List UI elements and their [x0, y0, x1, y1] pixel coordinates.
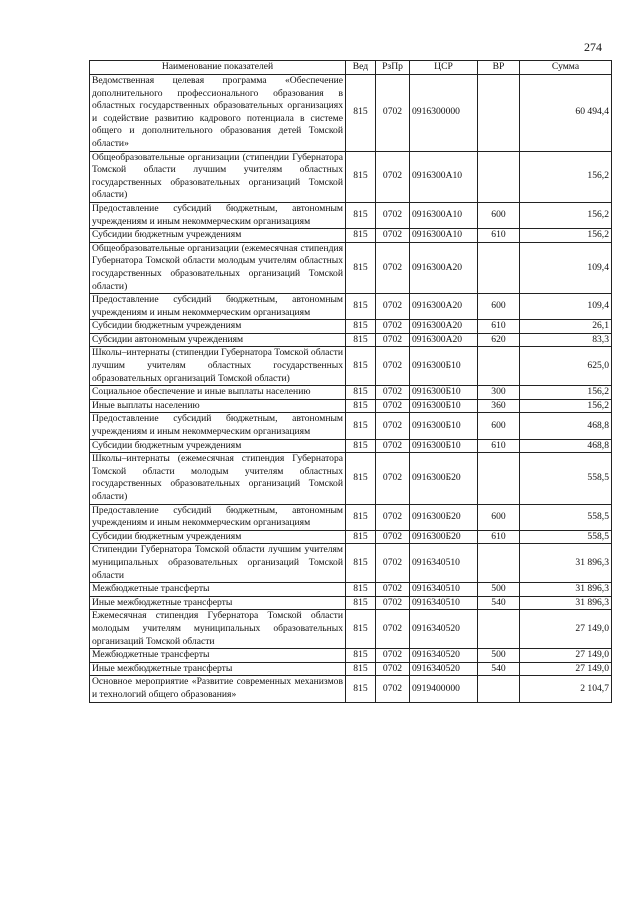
cell-rzpr: 0702	[376, 333, 410, 347]
cell-vr	[478, 75, 520, 152]
cell-rzpr: 0702	[376, 649, 410, 663]
cell-name: Субсидии бюджетным учреждениям	[90, 530, 346, 544]
cell-name: Стипендии Губернатора Томской области лучшим учителям муниципальных образовательных организаций Томской области	[90, 544, 346, 583]
cell-sum: 156,2	[520, 399, 612, 413]
cell-name: Ведомственная целевая программа «Обеспечение дополнительного профессионального образования в областных государственных образовательных организациях и содействие развитию кадрового потенциала в системе общего и дополнительного образования детей Томской области»	[90, 75, 346, 152]
cell-sum: 468,8	[520, 413, 612, 439]
table-row	[90, 596, 612, 610]
cell-name: Социальное обеспечение и иные выплаты населению	[90, 386, 346, 400]
cell-vr: 610	[478, 320, 520, 334]
cell-vr: 300	[478, 386, 520, 400]
table-row	[90, 347, 612, 386]
cell-ved: 815	[346, 544, 376, 583]
table-row	[90, 386, 612, 400]
cell-sum: 26,1	[520, 320, 612, 334]
cell-vr: 620	[478, 333, 520, 347]
cell-ved: 815	[346, 294, 376, 320]
cell-name: Предоставление субсидий бюджетным, автономным учреждениям и иным некоммерческим организациям	[90, 504, 346, 530]
cell-csr: 0916300Б20	[410, 504, 478, 530]
cell-vr: 610	[478, 530, 520, 544]
cell-vr: 600	[478, 202, 520, 228]
cell-vr	[478, 151, 520, 202]
cell-sum: 156,2	[520, 202, 612, 228]
cell-ved: 815	[346, 242, 376, 293]
cell-rzpr: 0702	[376, 151, 410, 202]
table-row	[90, 504, 612, 530]
cell-sum: 558,5	[520, 504, 612, 530]
table-row	[90, 333, 612, 347]
cell-ved: 815	[346, 75, 376, 152]
cell-rzpr: 0702	[376, 596, 410, 610]
cell-name: Основное мероприятие «Развитие современных механизмов и технологий общего образования»	[90, 676, 346, 702]
cell-ved: 815	[346, 439, 376, 453]
table-row	[90, 294, 612, 320]
cell-ved: 815	[346, 504, 376, 530]
cell-rzpr: 0702	[376, 453, 410, 504]
cell-name: Иные выплаты населению	[90, 399, 346, 413]
table-row	[90, 530, 612, 544]
cell-sum: 156,2	[520, 386, 612, 400]
cell-csr: 0916300000	[410, 75, 478, 152]
cell-rzpr: 0702	[376, 544, 410, 583]
cell-ved: 815	[346, 399, 376, 413]
cell-rzpr: 0702	[376, 413, 410, 439]
cell-sum: 625,0	[520, 347, 612, 386]
cell-sum: 31 896,3	[520, 596, 612, 610]
table-row	[90, 413, 612, 439]
cell-ved: 815	[346, 151, 376, 202]
cell-ved: 815	[346, 583, 376, 597]
cell-name: Ежемесячная стипендия Губернатора Томской области молодым учителям муниципальных образовательных организаций Томской области	[90, 610, 346, 649]
cell-rzpr: 0702	[376, 504, 410, 530]
cell-csr: 0916300А20	[410, 294, 478, 320]
table-row	[90, 75, 612, 152]
cell-name: Иные межбюджетные трансферты	[90, 662, 346, 676]
cell-rzpr: 0702	[376, 242, 410, 293]
cell-rzpr: 0702	[376, 320, 410, 334]
cell-sum: 558,5	[520, 453, 612, 504]
cell-sum: 31 896,3	[520, 544, 612, 583]
cell-csr: 0919400000	[410, 676, 478, 702]
cell-vr: 500	[478, 583, 520, 597]
cell-csr: 0916300Б10	[410, 439, 478, 453]
cell-csr: 0916300А10	[410, 151, 478, 202]
cell-rzpr: 0702	[376, 202, 410, 228]
cell-name: Иные межбюджетные трансферты	[90, 596, 346, 610]
cell-name: Межбюджетные трансферты	[90, 649, 346, 663]
table-row	[90, 649, 612, 663]
cell-csr: 0916340510	[410, 544, 478, 583]
cell-rzpr: 0702	[376, 75, 410, 152]
cell-rzpr: 0702	[376, 610, 410, 649]
cell-csr: 0916300Б10	[410, 413, 478, 439]
cell-sum: 31 896,3	[520, 583, 612, 597]
cell-csr: 0916300А20	[410, 320, 478, 334]
cell-csr: 0916300Б20	[410, 530, 478, 544]
cell-rzpr: 0702	[376, 386, 410, 400]
cell-rzpr: 0702	[376, 347, 410, 386]
cell-name: Субсидии бюджетным учреждениям	[90, 320, 346, 334]
table-row	[90, 439, 612, 453]
cell-name: Субсидии бюджетным учреждениям	[90, 439, 346, 453]
cell-vr: 540	[478, 596, 520, 610]
cell-vr: 610	[478, 439, 520, 453]
cell-vr: 600	[478, 294, 520, 320]
cell-csr: 0916300Б20	[410, 453, 478, 504]
cell-name: Школы–интернаты (ежемесячная стипендия Губернатора Томской области молодым учителям областных государственных образовательных организаций Томской области)	[90, 453, 346, 504]
cell-ved: 815	[346, 347, 376, 386]
cell-ved: 815	[346, 676, 376, 702]
cell-ved: 815	[346, 596, 376, 610]
cell-name: Общеобразовательные организации (ежемесячная стипендия Губернатора Томской области молодым учителям областных государственных образовательных организаций Томской области)	[90, 242, 346, 293]
cell-ved: 815	[346, 229, 376, 243]
header-rzpr: РзПр	[376, 61, 410, 75]
cell-sum: 109,4	[520, 242, 612, 293]
table-row	[90, 242, 612, 293]
cell-name: Школы–интернаты (стипендии Губернатора Томской области лучшим учителям областных государственных образовательных организаций Томской области)	[90, 347, 346, 386]
cell-name: Субсидии бюджетным учреждениям	[90, 229, 346, 243]
cell-name: Межбюджетные трансферты	[90, 583, 346, 597]
cell-rzpr: 0702	[376, 583, 410, 597]
table-row	[90, 229, 612, 243]
table-row	[90, 453, 612, 504]
cell-vr: 600	[478, 504, 520, 530]
table-row	[90, 676, 612, 702]
cell-ved: 815	[346, 453, 376, 504]
cell-sum: 2 104,7	[520, 676, 612, 702]
cell-name: Предоставление субсидий бюджетным, автономным учреждениям и иным некоммерческим организациям	[90, 202, 346, 228]
cell-sum: 27 149,0	[520, 649, 612, 663]
cell-csr: 0916300А20	[410, 242, 478, 293]
table-row	[90, 399, 612, 413]
table-row	[90, 583, 612, 597]
page-number: 274	[584, 40, 602, 54]
header-ved: Вед	[346, 61, 376, 75]
cell-sum: 109,4	[520, 294, 612, 320]
cell-name: Предоставление субсидий бюджетным, автономным учреждениям и иным некоммерческим организациям	[90, 413, 346, 439]
cell-sum: 156,2	[520, 229, 612, 243]
cell-vr	[478, 347, 520, 386]
cell-vr	[478, 676, 520, 702]
cell-ved: 815	[346, 333, 376, 347]
cell-ved: 815	[346, 530, 376, 544]
cell-sum: 83,3	[520, 333, 612, 347]
header-csr: ЦСР	[410, 61, 478, 75]
cell-ved: 815	[346, 610, 376, 649]
cell-sum: 558,5	[520, 530, 612, 544]
cell-ved: 815	[346, 202, 376, 228]
cell-rzpr: 0702	[376, 530, 410, 544]
cell-sum: 27 149,0	[520, 662, 612, 676]
cell-ved: 815	[346, 649, 376, 663]
cell-vr	[478, 544, 520, 583]
cell-rzpr: 0702	[376, 399, 410, 413]
cell-csr: 0916340520	[410, 662, 478, 676]
cell-rzpr: 0702	[376, 229, 410, 243]
cell-vr	[478, 242, 520, 293]
cell-csr: 0916300А20	[410, 333, 478, 347]
cell-vr: 360	[478, 399, 520, 413]
cell-csr: 0916300А10	[410, 229, 478, 243]
cell-sum: 468,8	[520, 439, 612, 453]
table-row	[90, 610, 612, 649]
cell-rzpr: 0702	[376, 676, 410, 702]
cell-sum: 27 149,0	[520, 610, 612, 649]
table-row	[90, 320, 612, 334]
cell-csr: 0916340520	[410, 610, 478, 649]
cell-name: Общеобразовательные организации (стипендии Губернатора Томской области лучшим учителям областных государственных образовательных организаций Томской области)	[90, 151, 346, 202]
cell-name: Предоставление субсидий бюджетным, автономным учреждениям и иным некоммерческим организациям	[90, 294, 346, 320]
cell-csr: 0916340510	[410, 583, 478, 597]
cell-vr	[478, 453, 520, 504]
table-row	[90, 202, 612, 228]
cell-ved: 815	[346, 413, 376, 439]
table-header-row	[90, 61, 612, 75]
header-sum: Сумма	[520, 61, 612, 75]
cell-ved: 815	[346, 662, 376, 676]
budget-table	[89, 60, 612, 703]
header-vr: ВР	[478, 61, 520, 75]
cell-ved: 815	[346, 320, 376, 334]
cell-csr: 0916340510	[410, 596, 478, 610]
header-name: Наименование показателей	[90, 61, 346, 75]
table-row	[90, 662, 612, 676]
cell-rzpr: 0702	[376, 294, 410, 320]
table-row	[90, 151, 612, 202]
cell-vr: 540	[478, 662, 520, 676]
cell-rzpr: 0702	[376, 662, 410, 676]
cell-name: Субсидии автономным учреждениям	[90, 333, 346, 347]
cell-csr: 0916300Б10	[410, 399, 478, 413]
cell-sum: 60 494,4	[520, 75, 612, 152]
cell-sum: 156,2	[520, 151, 612, 202]
cell-vr	[478, 610, 520, 649]
cell-rzpr: 0702	[376, 439, 410, 453]
cell-ved: 815	[346, 386, 376, 400]
cell-vr: 600	[478, 413, 520, 439]
cell-vr: 500	[478, 649, 520, 663]
cell-csr: 0916340520	[410, 649, 478, 663]
cell-csr: 0916300Б10	[410, 347, 478, 386]
cell-csr: 0916300Б10	[410, 386, 478, 400]
table-row	[90, 544, 612, 583]
cell-csr: 0916300А10	[410, 202, 478, 228]
cell-vr: 610	[478, 229, 520, 243]
